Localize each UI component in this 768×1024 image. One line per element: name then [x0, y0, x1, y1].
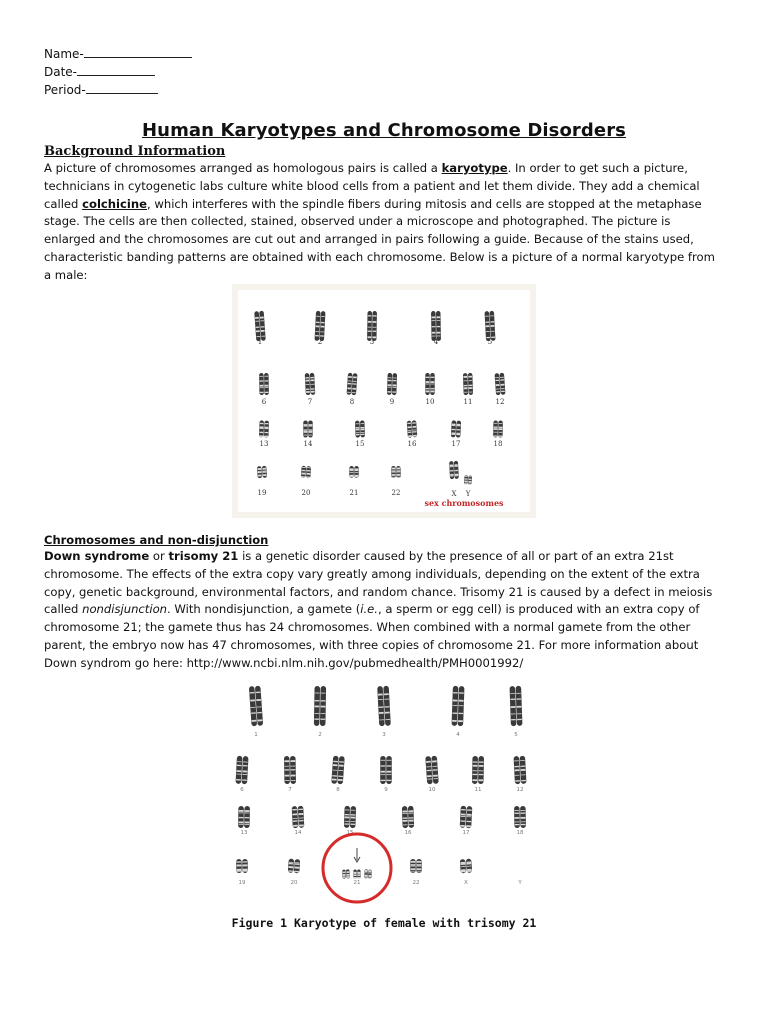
figure-caption: Figure 1 Karyotype of female with trisomy 21 [231, 916, 537, 930]
chromosome-number: 15 [355, 440, 365, 448]
chromosome-number: X [451, 490, 457, 498]
chromosome-number: 5 [514, 732, 518, 738]
name-field [44, 46, 192, 62]
trisomy-term: trisomy 21 [168, 549, 239, 563]
chromosome-number: 13 [240, 830, 248, 836]
chromosome-number: 7 [288, 787, 292, 793]
chromosome-number: 17 [451, 440, 461, 448]
chromosome-number: 19 [238, 880, 246, 886]
chromosome-number: 9 [389, 398, 395, 406]
chromosome-number: 14 [303, 440, 313, 448]
chromosome-number: 7 [307, 398, 313, 406]
chromosome-number: Y [518, 880, 522, 886]
date-blank[interactable] [77, 64, 155, 76]
chromosome-number: X [464, 880, 468, 886]
date-label: Date- [44, 65, 78, 79]
chromosome-number: 6 [240, 787, 244, 793]
colchicine-term: colchicine [82, 196, 147, 211]
chromosome-number: 19 [257, 489, 267, 497]
down-syndrome-term: Down syndrome [44, 549, 150, 563]
period-label: Period- [44, 83, 86, 97]
chromosome-number: 21 [353, 880, 361, 886]
name-blank[interactable] [84, 46, 192, 58]
chromosome-number: 10 [428, 787, 436, 793]
chromosome-number: 18 [516, 830, 524, 836]
chromosome-number: 22 [391, 489, 401, 497]
chromosome-number: 8 [349, 398, 355, 406]
date-field [44, 64, 155, 80]
chromosome-number: 22 [412, 880, 420, 886]
chromosome-number: 16 [407, 440, 417, 448]
chromosome-number: 16 [404, 830, 412, 836]
chromosome-number: 18 [493, 440, 503, 448]
sex-chromosomes-label: sex chromosomes [424, 498, 504, 508]
ncbi-link-line[interactable]: Down syndrom go here: http://www.ncbi.nlm.nih.gov/pubmedhealth/PMH0001992/ [44, 655, 524, 670]
male-karyotype-image [232, 284, 536, 518]
page-title: Human Karyotypes and Chromosome Disorders [141, 120, 626, 141]
chromosome-number: 12 [495, 398, 505, 406]
chromosome-number: 15 [346, 830, 354, 836]
chromosome-number: 4 [433, 338, 439, 346]
chromosome-number: 2 [318, 732, 322, 738]
chromosome-number: 1 [254, 732, 258, 738]
nondisjunction-paragraph: Down syndrome or trisomy 21 is a genetic disorder caused by the presence of all or part of an extra 21st chromosome. The effects of the extra copy vary greatly among individuals, depending on the extent of the extra copy, genetic background, environmental factors, and random chance. Trisomy 21 is caused by a defect in meiosis called nondisjunction. With nondisjunction, a gamete (i.e., a sperm or egg cell) is produced with an extra copy of chromosome 21; the gamete thus has 24 chromosomes. When combined with a normal gamete from the other parent, the embryo now has 47 chromosomes, with three copies of chromosome 21. For more information about Down syndrom go here: http://www.ncbi.nlm.nih.gov/pubmedhealth/PMH0001992/ [44, 548, 728, 673]
chromosome-number: 9 [384, 787, 388, 793]
chromosome-number: 20 [290, 880, 298, 886]
chromosome-number: 21 [349, 489, 359, 497]
chromosome-number: 3 [369, 338, 375, 346]
chromosome-number: Y [465, 490, 471, 498]
female-karyotype-svg [224, 676, 544, 906]
background-paragraph: A picture of chromosomes arranged as homologous pairs is called a karyotype. In order to get such a picture, technicians in cytogenetic labs culture white blood cells from a patient and let them divide. They add a chemical called colchicine, which interferes with the spindle fibers during mitosis and cells are stopped at the metaphase stage. The cells are then collected, stained, observed under a microscope and photographed. The picture is enlarged and the chromosomes are cut out and arranged in pairs following a guide. Because of the stains used, characteristic banding patterns are obtained with each chromosome. Below is a picture of a normal karyotype from a male: [44, 161, 715, 282]
chromosome-number: 14 [294, 830, 302, 836]
chromosome-number: 2 [317, 338, 323, 346]
chromosome-number: 1 [257, 338, 263, 346]
name-label: Name- [44, 47, 84, 61]
chromosome-number: 17 [462, 830, 470, 836]
period-blank[interactable] [86, 82, 158, 94]
female-karyotype-image [224, 676, 544, 906]
nondisjunction-term: nondisjunction [82, 602, 168, 617]
chromosome-number: 10 [425, 398, 435, 406]
chromosome-number: 11 [474, 787, 482, 793]
nondisjunction-heading: Chromosomes and non-disjunction [44, 533, 269, 547]
chromosome-number: 4 [456, 732, 460, 738]
chromosome-number: 6 [261, 398, 267, 406]
chromosome-number: 11 [463, 398, 473, 406]
chromosome-number: 12 [516, 787, 524, 793]
background-heading: Background Information [44, 144, 226, 159]
chromosome-number: 13 [259, 440, 269, 448]
chromosome-number: 3 [382, 732, 386, 738]
chromosome-number: 20 [301, 489, 311, 497]
period-field [44, 82, 158, 98]
male-karyotype-svg [232, 284, 536, 518]
karyotype-term: karyotype [441, 161, 508, 175]
chromosome-number: 8 [336, 787, 340, 793]
chromosome-number: 5 [487, 338, 493, 346]
